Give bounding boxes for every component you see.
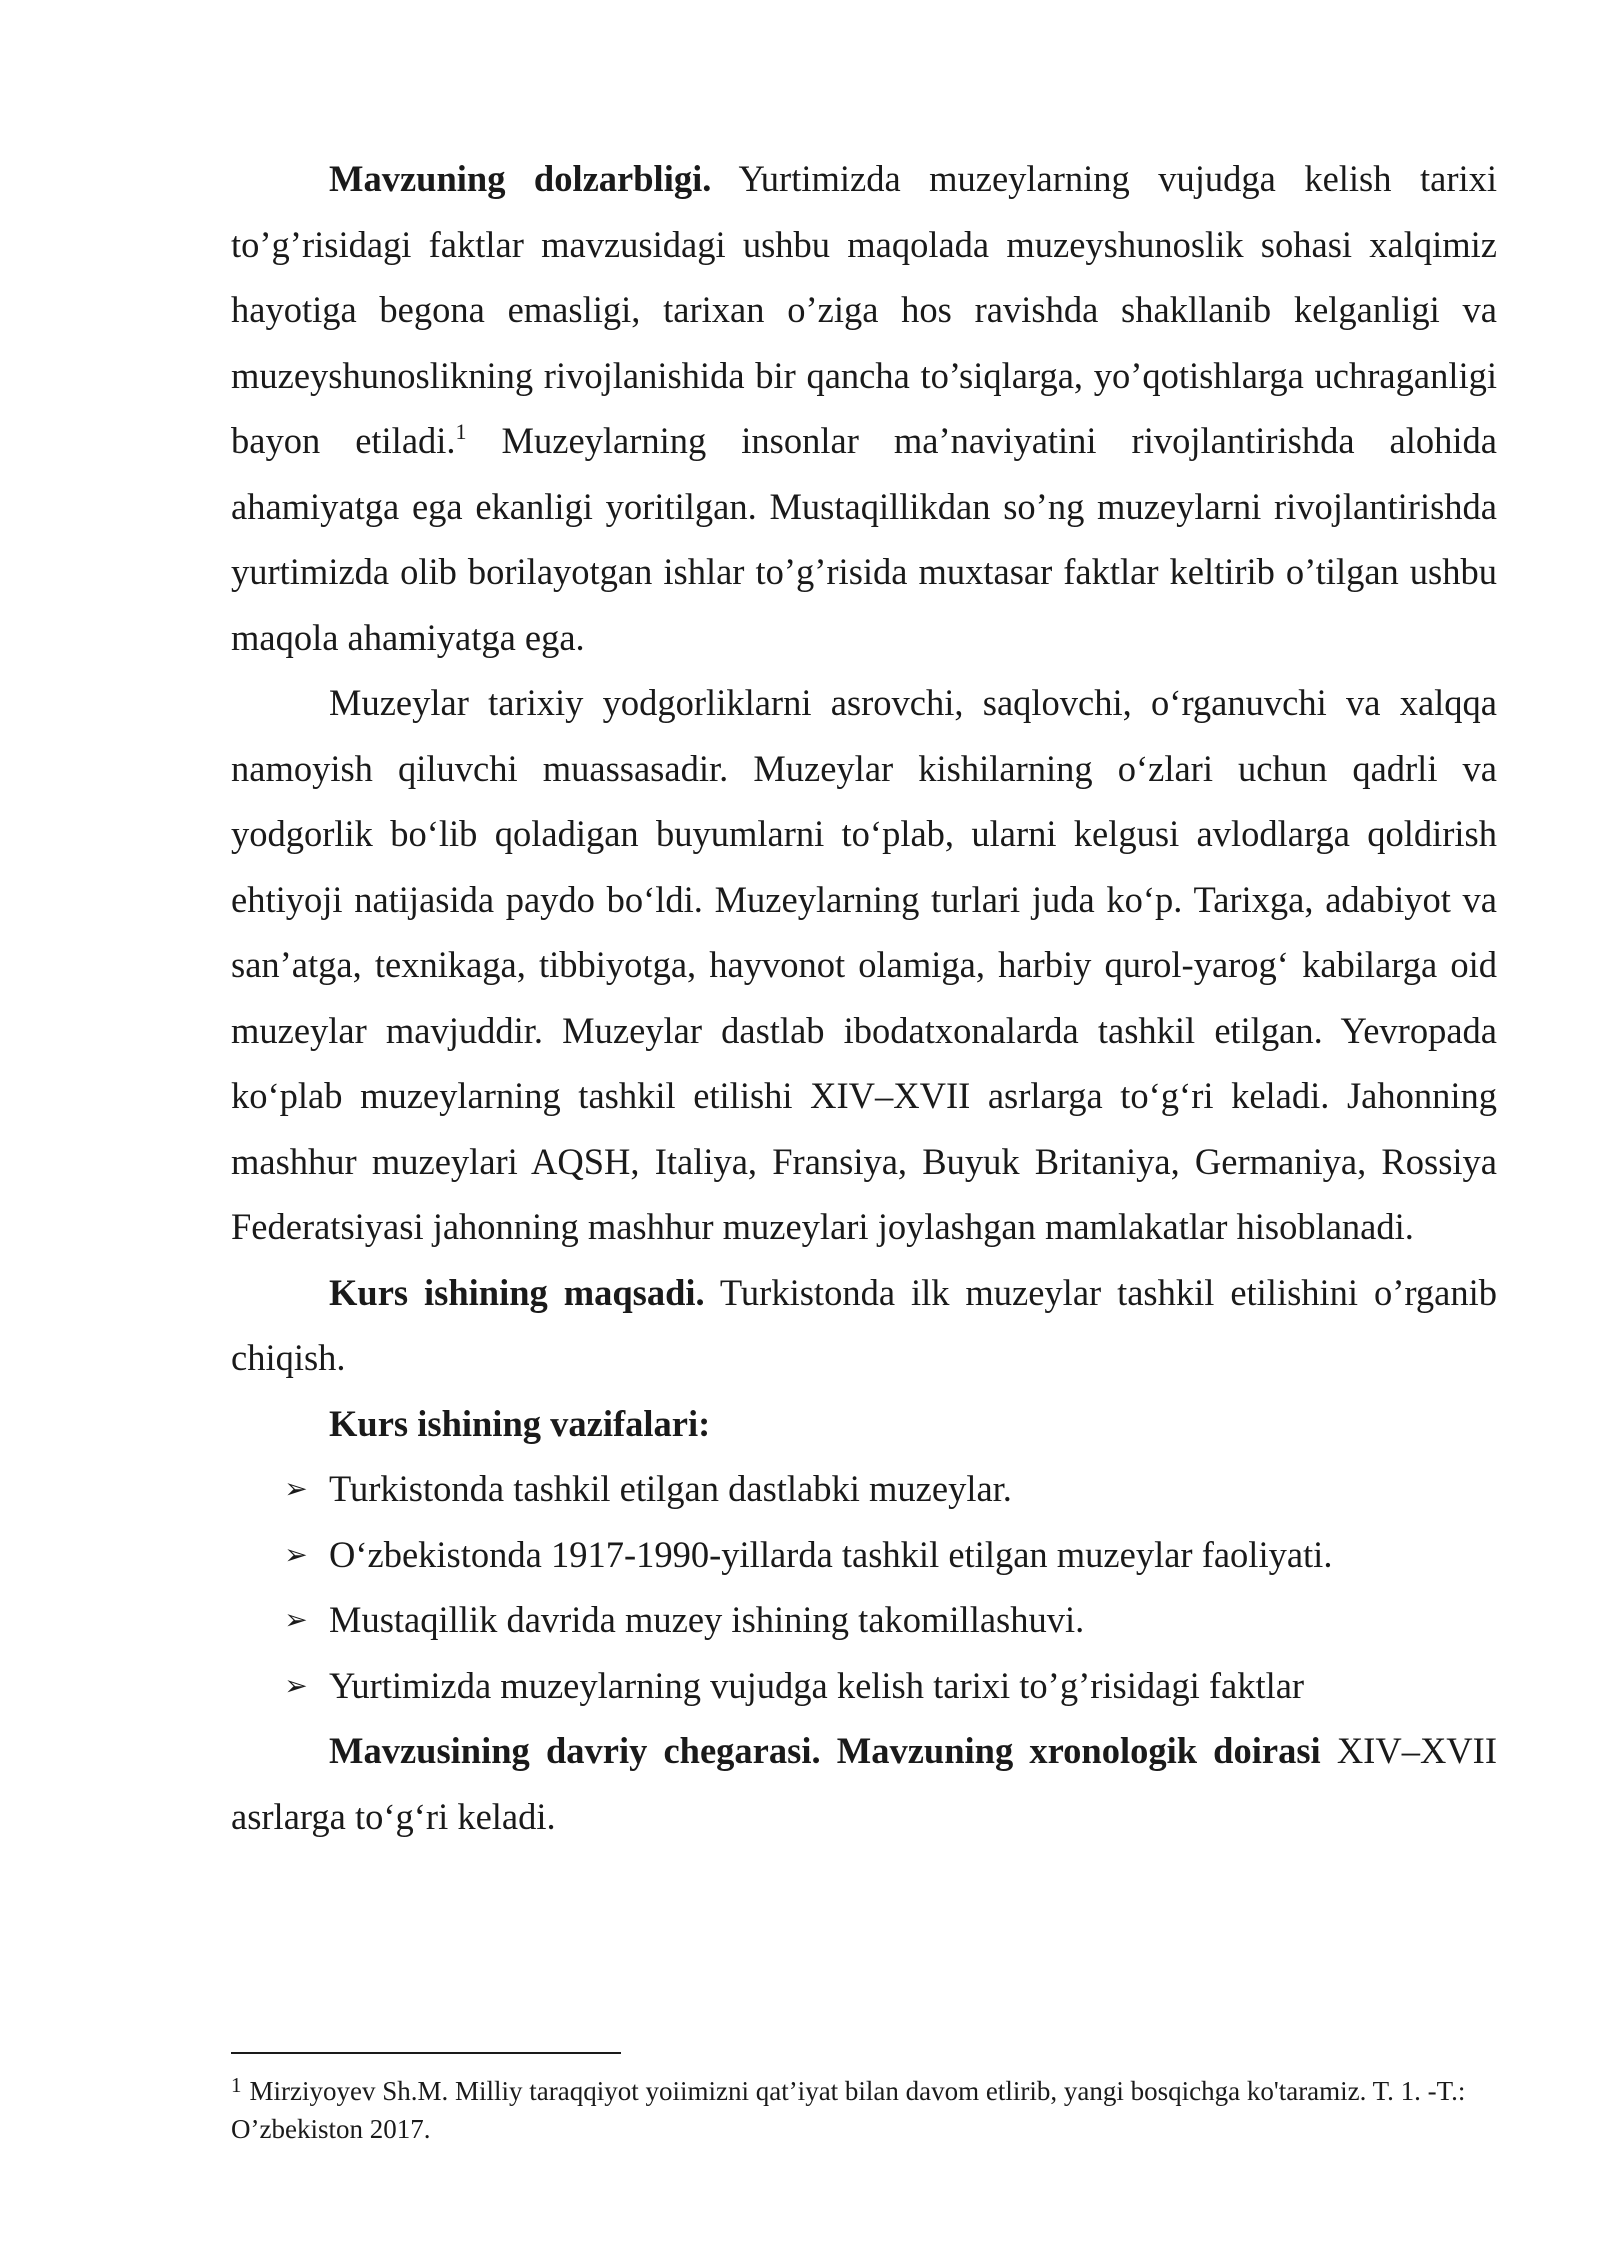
list-item: [231, 1456, 1497, 1522]
document-page: [231, 146, 1497, 1849]
tasks-heading: Kurs ishining vazifalari:: [329, 1402, 711, 1444]
task-text: Mustaqillik davrida muzey ishining takomillashuvi.: [329, 1599, 1085, 1640]
list-item: [231, 1587, 1497, 1653]
arrow-bullet-icon: ➢: [284, 1537, 308, 1571]
arrow-bullet-icon: ➢: [284, 1472, 308, 1505]
tasks-list: [231, 1456, 1497, 1718]
task-text: Yurtimizda muzeylarning vujudga kelish tarixi to’g’risidagi faktlar: [329, 1664, 1305, 1706]
task-text: O‘zbekistonda 1917-1990-yillarda tashkil etilgan muzeylar faoliyati.: [329, 1533, 1333, 1575]
goal-heading: Kurs ishining maqsadi.: [329, 1271, 705, 1313]
relevance-paragraph: [231, 146, 1497, 670]
relevance-heading: Mavzuning dolzarbligi.: [329, 158, 712, 199]
goal-text: Turkistonda ilk muzeylar tashkil etilishini o’rganib chiqish.: [231, 1271, 1497, 1378]
list-item: [231, 1653, 1497, 1719]
chronology-text: XIV–XVII asrlarga to‘g‘ri keladi.: [231, 1730, 1497, 1837]
chronology-heading-b: Mavzuning xronologik doirasi: [820, 1730, 1321, 1771]
footnote-number: 1: [231, 2073, 242, 2097]
list-item: [231, 1522, 1497, 1588]
goal-paragraph: [231, 1260, 1497, 1391]
museums-paragraph: Muzeylar tarixiy yodgorliklarni asrovchi, saqlovchi, o‘rganuvchi va xalqqa namoyish qiluvchi muassasadir. Muzeylar kishilarning o‘zlari uchun qadrli va yodgorlik bo‘lib qoladigan buyumlarni to‘plab, ularni kelgusi avlodlarga qoldirish ehtiyoji natijasida paydo bo‘ldi. Muzeylarning turlari juda ko‘p. Tarixga, adabiyot va san’atga, texnikaga, tibbiyotga, hayvonot olamiga, harbiy qurol-yarog‘ kabilarga oid muzeylar mavjuddir. Muzeylar dastlab ibodatxonalarda tashkil etilgan. Yevropada ko‘plab muzeylarning tashkil etilishi XIV–XVII asrlarga to‘g‘ri keladi. Jahonning mashhur muzeylari AQSH, Italiya, Fransiya, Buyuk Britaniya, Germaniya, Rossiya Federatsiyasi jahonning mashhur muzeylari joylashgan mamlakatlar hisoblanadi.: [231, 682, 1497, 1247]
chronology-heading-a: Mavzusining davriy chegarasi.: [329, 1730, 821, 1771]
footnote-divider: [231, 2052, 621, 2054]
footnote-text: Mirziyoyev Sh.M. Milliy taraqqiyot yoiimizni qat’iyat bilan davom etlirib, yangi bosqichga ko'taramiz. T. 1. -T.: O’zbekiston 2017.: [231, 2076, 1466, 2144]
arrow-bullet-icon: ➢: [284, 1603, 308, 1636]
relevance-text-a: Yurtimizda muzeylarning vujudga kelish tarixi to’g’risidagi faktlar mavzusidagi ushbu maqolada muzeyshunoslik sohasi xalqimiz hayotiga begona emasligi, tarixan o’ziga hos ravishda shakllanib kelganligi va muzeyshunoslikning rivojlanishida bir qancha to’siqlarga, yo’qotishlarga uchraganligi bayon etiladi.: [231, 158, 1498, 461]
arrow-bullet-icon: ➢: [284, 1668, 308, 1702]
footnote-reference[interactable]: 1: [455, 419, 467, 444]
footnote: [231, 2072, 1497, 2148]
chronology-paragraph: [231, 1718, 1497, 1849]
task-text: Turkistonda tashkil etilgan dastlabki muzeylar.: [329, 1468, 1012, 1509]
relevance-text-b: Muzeylarning insonlar ma’naviyatini rivojlantirishda alohida ahamiyatga ega ekanligi yoritilgan. Mustaqillikdan so’ng muzeylarni rivojlantirishda yurtimizda olib borilayotgan ishlar to’g’risida muxtasar faktlar keltirib o’tilgan ushbu maqola ahamiyatga ega.: [231, 420, 1497, 658]
